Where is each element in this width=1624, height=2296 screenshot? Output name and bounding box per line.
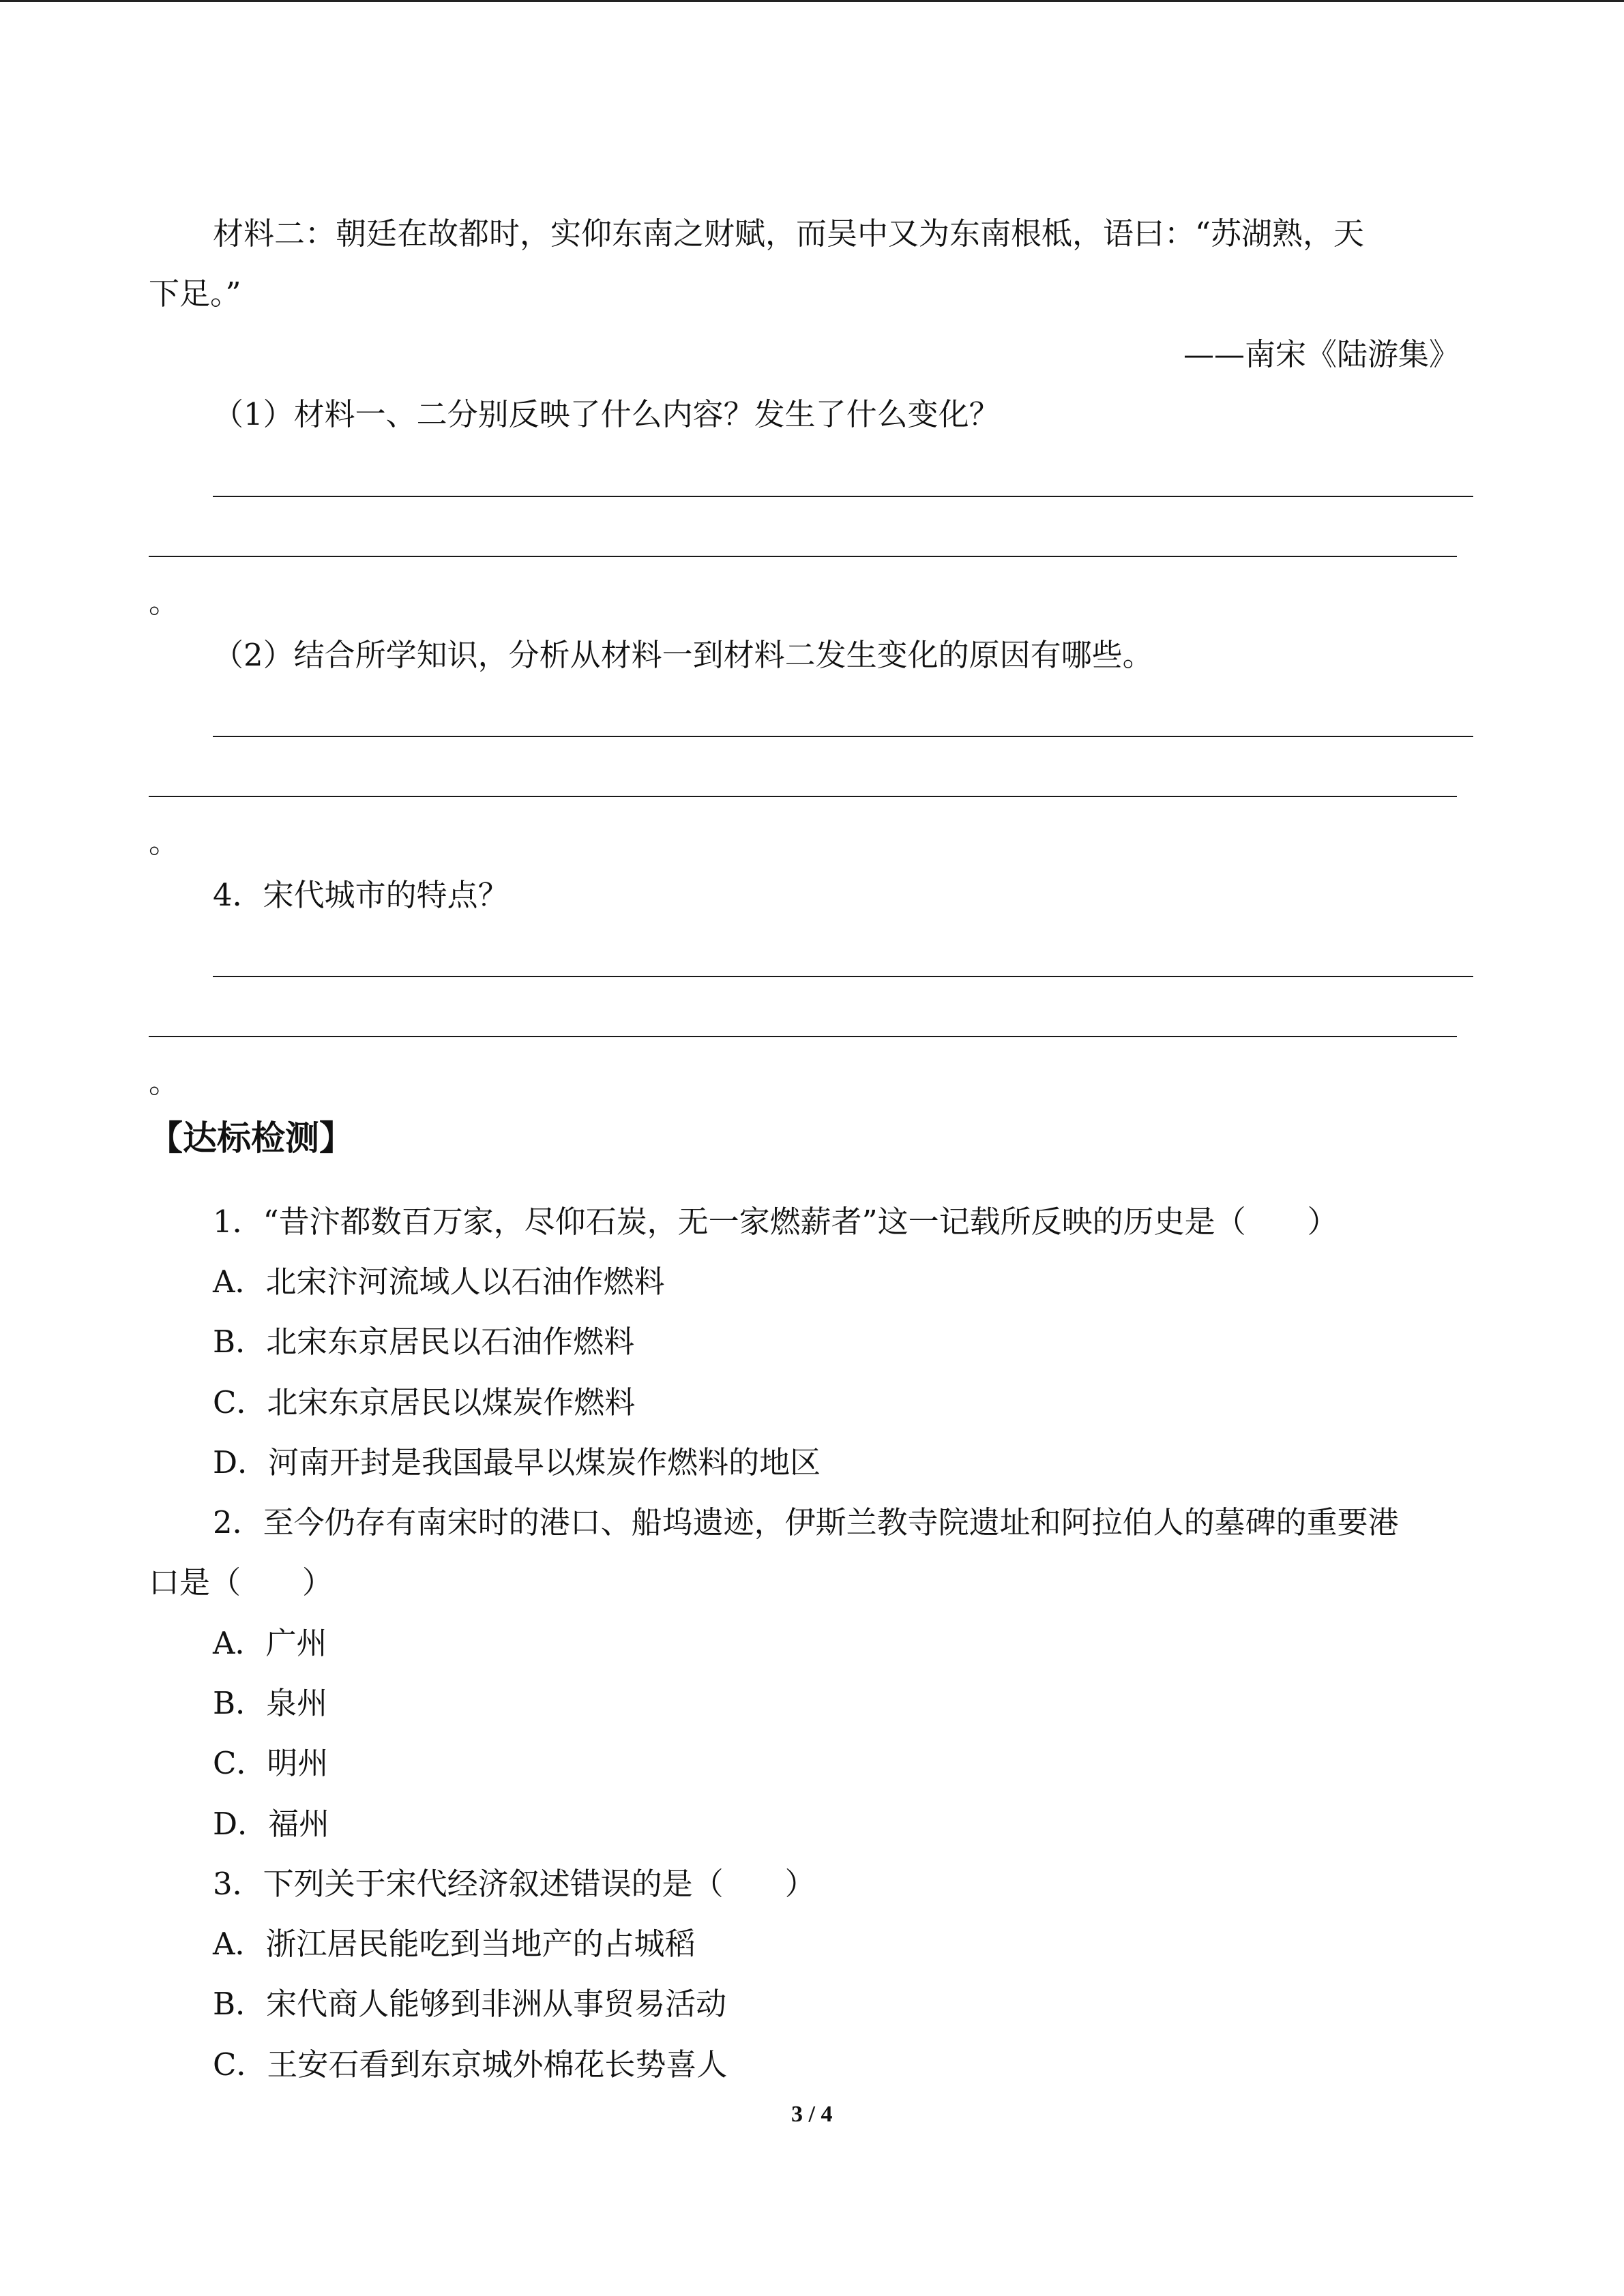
- mcq-2-option-d[interactable]: D．福州: [213, 1806, 330, 1842]
- section-title: 【达标检测】: [149, 1118, 353, 1158]
- material-2-line-1: 材料二：朝廷在故都时，实仰东南之财赋，而吴中又为东南根柢，语曰：“苏湖熟，天: [213, 215, 1365, 252]
- mcq-3-option-a[interactable]: A．浙江居民能吃到当地产的占城稻: [213, 1926, 696, 1962]
- answer-line-4a[interactable]: [213, 976, 1473, 977]
- answer-line-1a[interactable]: [213, 496, 1473, 497]
- mcq-1-option-b[interactable]: B．北宋东京居民以石油作燃料: [213, 1324, 635, 1360]
- page-number: 3 / 4: [791, 2102, 833, 2127]
- question-1-text: （1）材料一、二分别反映了什么内容？发生了什么变化？: [213, 396, 1000, 432]
- mcq-2-stem-line-2: 口是（ ）: [149, 1564, 334, 1600]
- mcq-2-option-b[interactable]: B．泉州: [213, 1685, 328, 1721]
- mcq-3-option-b[interactable]: B．宋代商人能够到非洲从事贸易活动: [213, 1986, 727, 2022]
- answer-line-2a[interactable]: [213, 736, 1473, 737]
- answer-line-1b[interactable]: [149, 556, 1457, 557]
- material-2-line-2: 下足。”: [149, 275, 241, 312]
- question-4-end-mark: 。: [149, 1064, 180, 1100]
- mcq-1-option-d[interactable]: D．河南开封是我国最早以煤炭作燃料的地区: [213, 1444, 821, 1480]
- mcq-1-option-c[interactable]: C．北宋东京居民以煤炭作燃料: [213, 1384, 636, 1420]
- question-4-text: 4．宋代城市的特点？: [213, 877, 509, 913]
- question-1-end-mark: 。: [149, 584, 180, 620]
- mcq-2-stem-line-1: 2．至今仍存有南宋时的港口、船坞遗迹，伊斯兰教寺院遗址和阿拉伯人的墓碑的重要港: [213, 1504, 1399, 1540]
- mcq-2-option-c[interactable]: C．明州: [213, 1745, 329, 1781]
- question-2-text: （2）结合所学知识，分析从材料一到材料二发生变化的原因有哪些。: [213, 637, 1153, 673]
- material-2-source: ——南宋《陆游集》: [1183, 336, 1460, 372]
- mcq-1-stem: 1．“昔汴都数百万家，尽仰石炭，无一家燃薪者”这一记载所反映的历史是（ ）: [213, 1204, 1338, 1240]
- answer-line-4b[interactable]: [149, 1036, 1457, 1037]
- page-top-border: [0, 0, 1624, 2]
- answer-line-2b[interactable]: [149, 796, 1457, 797]
- question-2-end-mark: 。: [149, 824, 180, 860]
- mcq-1-option-a[interactable]: A．北宋汴河流域人以石油作燃料: [213, 1264, 665, 1300]
- mcq-3-option-c[interactable]: C．王安石看到东京城外棉花长势喜人: [213, 2046, 728, 2083]
- mcq-2-option-a[interactable]: A．广州: [213, 1625, 327, 1661]
- mcq-3-stem: 3．下列关于宋代经济叙述错误的是（ ）: [213, 1866, 816, 1902]
